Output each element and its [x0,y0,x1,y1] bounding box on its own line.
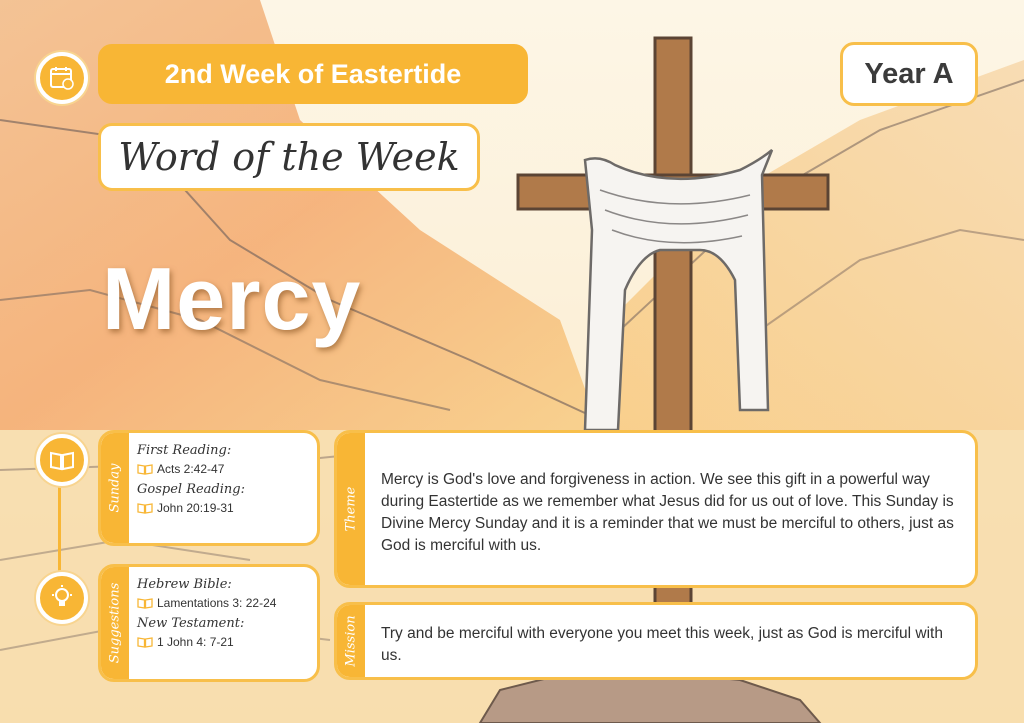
new-testament-label: New Testament: [137,616,245,631]
timeline-line [58,476,61,578]
book-icon [137,597,153,609]
theme-tab: Theme [337,433,365,585]
book-icon [137,636,153,648]
year-label: Year A [840,42,978,106]
first-reading: Acts 2:42-47 [137,462,309,476]
mission-text: Try and be merciful with everyone you meet this week, just as God is merciful with us. [381,625,943,664]
calendar-icon [36,52,88,104]
lightbulb-icon [36,572,88,624]
week-title: 2nd Week of Eastertide [98,44,528,104]
book-icon [137,463,153,475]
new-testament-reading: 1 John 4: 7-21 [137,635,309,649]
hebrew-reading: Lamentations 3: 22-24 [137,596,309,610]
gospel-reading: John 20:19-31 [137,501,309,515]
first-reading-label: First Reading: [137,443,232,458]
theme-card [334,430,978,588]
word-of-week-label: Word of the Week [98,123,480,191]
hebrew-bible-label: Hebrew Bible: [137,577,232,592]
sunday-readings-card [98,430,320,546]
mission-card [334,602,978,680]
word-of-week: Mercy [102,249,362,348]
mission-tab: Mission [337,605,365,677]
suggestions-card [98,564,320,682]
book-icon [137,502,153,514]
open-book-icon [36,434,88,486]
suggestions-tab: Suggestions [101,567,129,679]
theme-text: Mercy is God's love and forgiveness in action. We see this gift in a powerful way during Eastertide as we remember what Jesus did for us out of love. This Sunday is Divine Mercy Sunday and it is a reminder that we must be merciful to others, just as God is merciful with us. [381,471,954,554]
gospel-label: Gospel Reading: [137,482,245,497]
sunday-tab: Sunday [101,433,129,543]
